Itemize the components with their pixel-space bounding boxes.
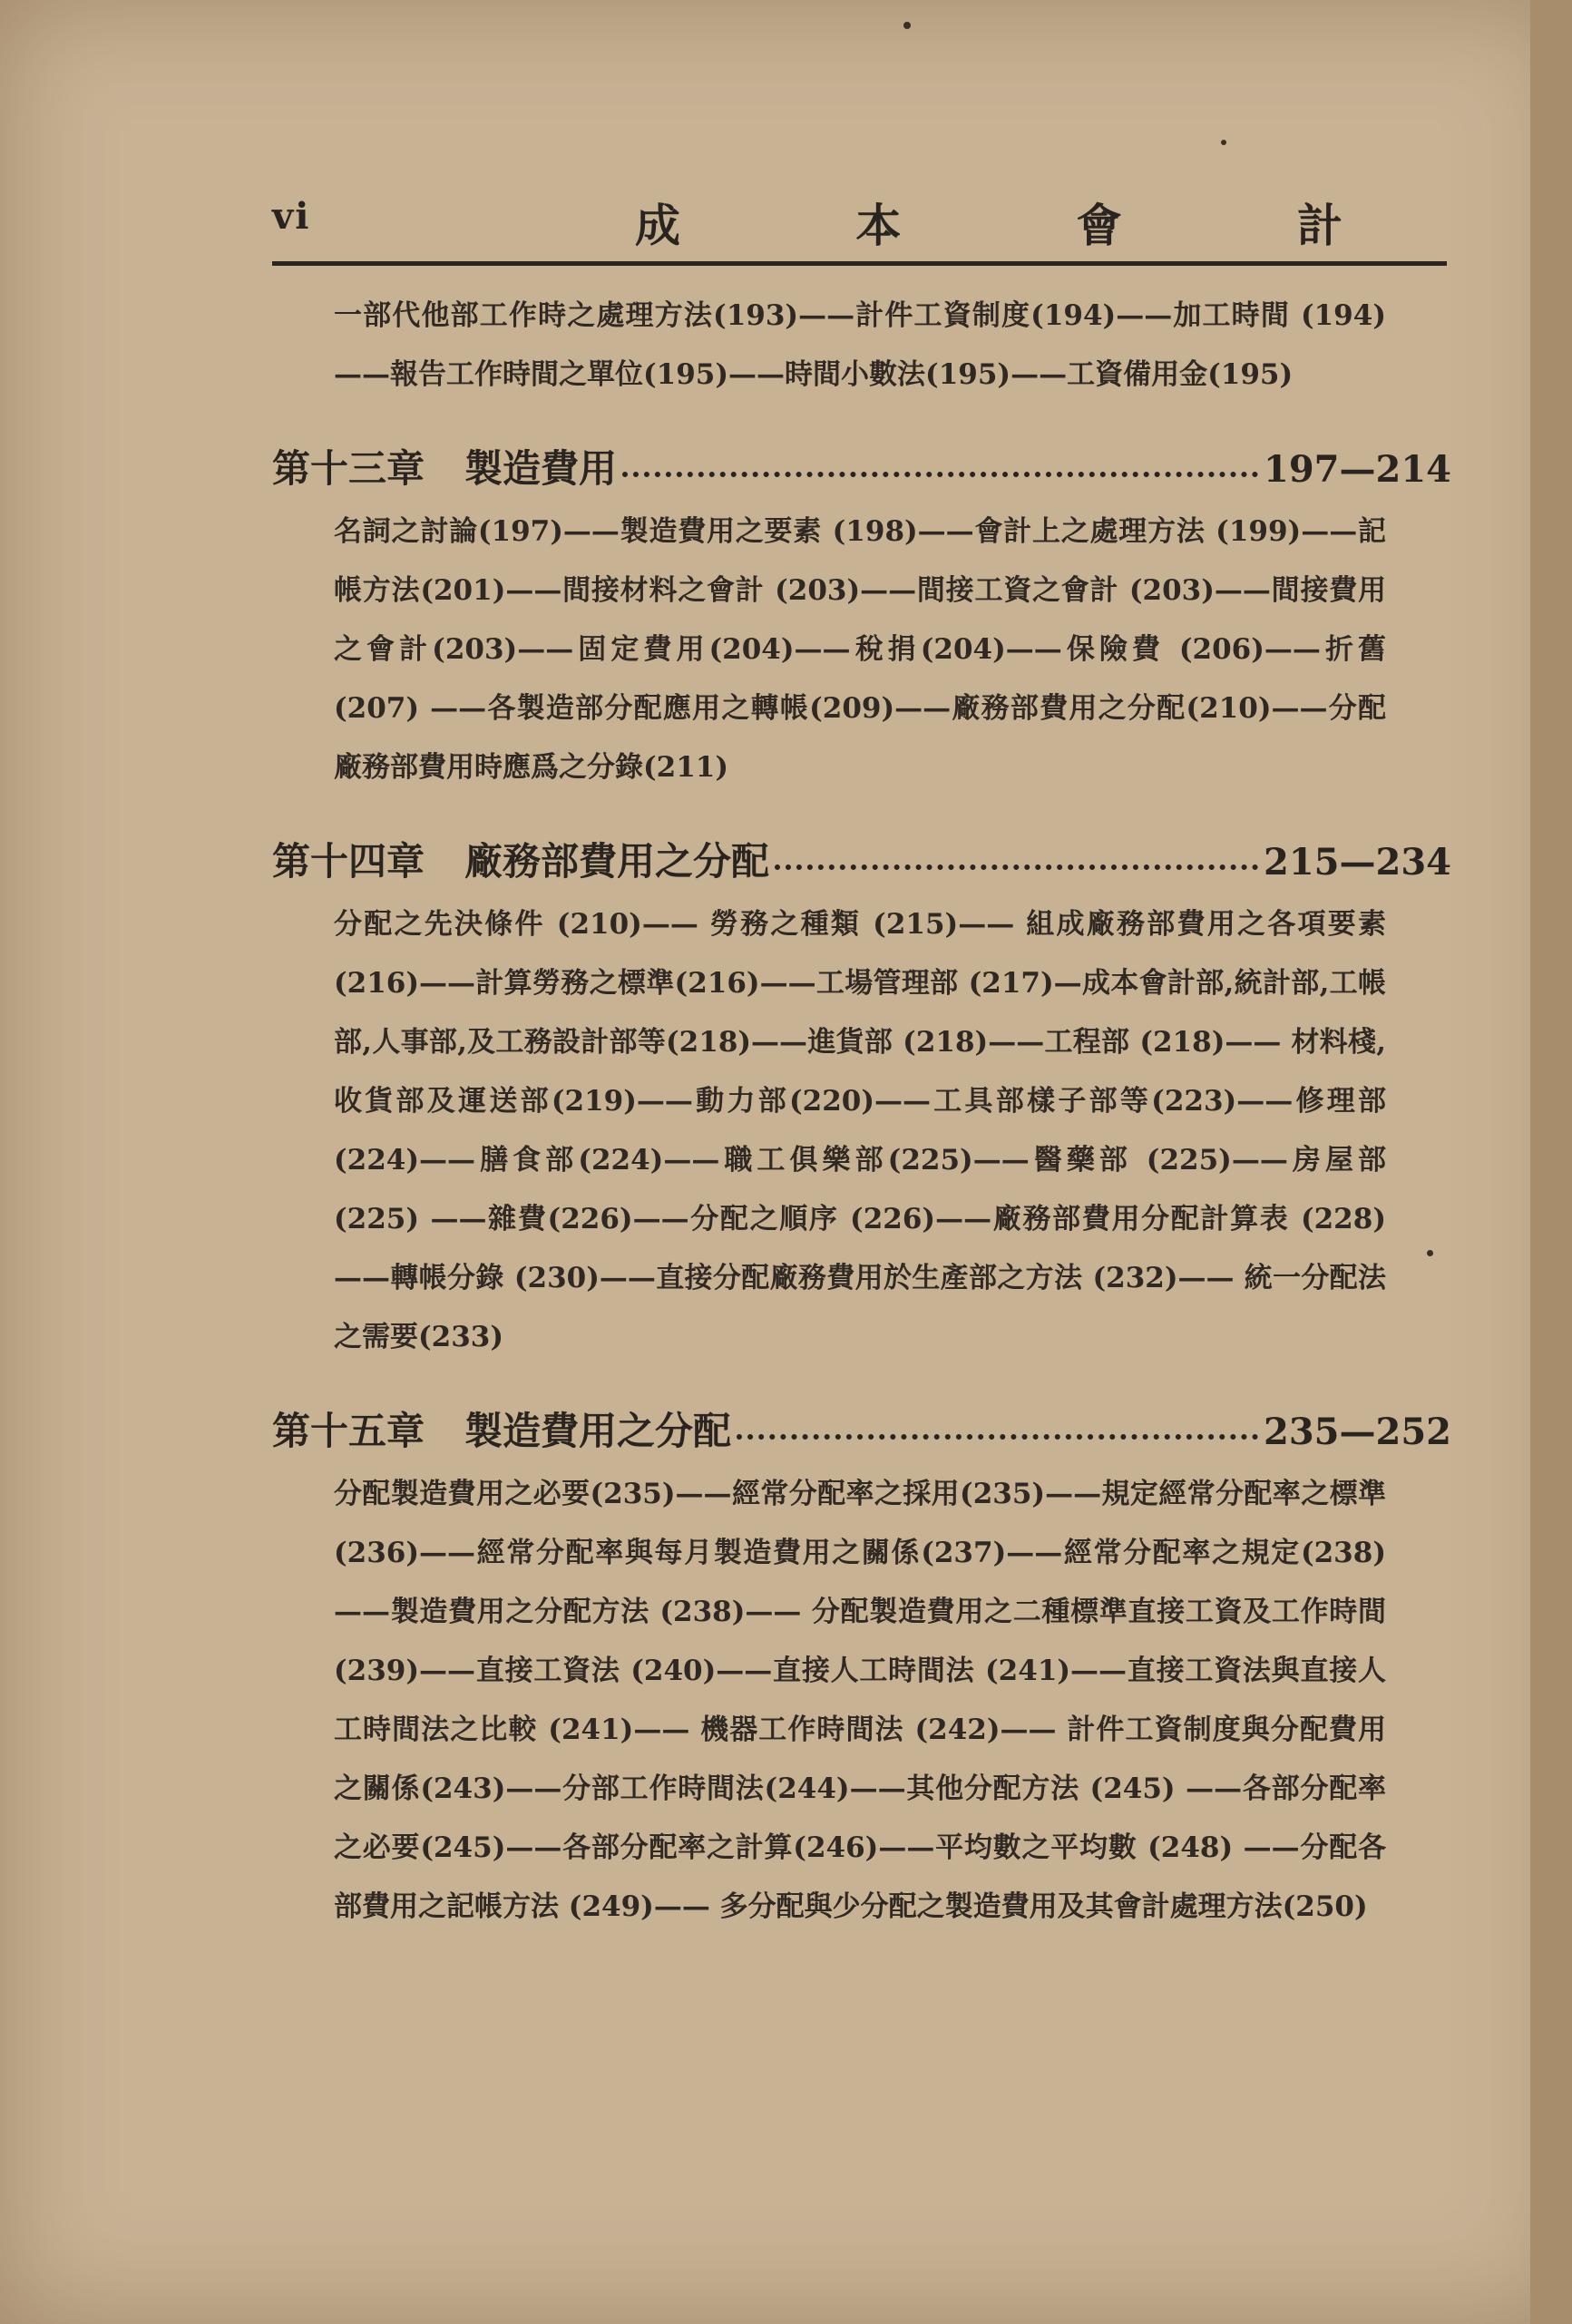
book-title-char: 計 bbox=[1296, 199, 1343, 252]
section-entries: 分配之先決條件 (210)—— 勞務之種類 (215)—— 組成廠務部費用之各項要素(216)——計算勞務之標準(216)——工場管理部 (217)—成本會計部,統計部,工帳部,人事部,及工務設計部等(218)——進貨部 (218)——工程部 (218)—— 材料棧,收貨部及運送部(219)——動力部(220)——工具部樣子部等(223)——修理部(224)——膳食部(224)——職工俱樂部(225)——醫藥部 (225)——房屋部 (225) ——雜費(226)——分配之順序 (226)——廠務部費用分配計算表 (228)——轉帳分錄 (230)——直接分配廠務費用於生產部之方法 (232)—— 統一分配法之需要(233) bbox=[334, 908, 1386, 1353]
chapter-page-range: 235—252 bbox=[1264, 1411, 1451, 1453]
chapter-number: 第十五章 bbox=[272, 1409, 425, 1453]
chapter-page-range: 197—214 bbox=[1264, 448, 1451, 491]
chapter-page-range: 215—234 bbox=[1264, 841, 1451, 884]
chapter-title: 製造費用 bbox=[464, 446, 618, 491]
chapter-number: 第十三章 bbox=[272, 446, 425, 491]
book-title bbox=[635, 190, 1343, 255]
chapter-14 bbox=[272, 828, 1451, 1367]
running-header bbox=[272, 186, 1447, 259]
chapter-number: 第十四章 bbox=[272, 839, 425, 884]
chapter-13 bbox=[272, 435, 1451, 797]
dot-leader bbox=[622, 472, 1258, 477]
table-of-contents bbox=[272, 281, 1451, 1937]
header-rule bbox=[272, 261, 1447, 266]
dot-leader bbox=[775, 864, 1258, 870]
book-title-char: 本 bbox=[855, 199, 902, 252]
chapter-title: 製造費用之分配 bbox=[464, 1409, 732, 1453]
chapter-15 bbox=[272, 1398, 1451, 1937]
book-title-char: 成 bbox=[635, 199, 680, 252]
chapter-heading[interactable] bbox=[272, 828, 1451, 895]
chapter-title: 廠務部費用之分配 bbox=[464, 839, 770, 884]
page-edge bbox=[1530, 0, 1572, 2324]
ink-speck bbox=[1427, 1250, 1433, 1256]
continued-entries: 一部代他部工作時之處理方法(193)——計件工資制度(194)——加工時間 (194) ——報告工作時間之單位(195)——時間小數法(195)——工資備用金(195) bbox=[334, 299, 1386, 391]
dot-leader bbox=[737, 1434, 1258, 1440]
chapter-heading[interactable] bbox=[272, 1398, 1451, 1465]
book-title-char: 會 bbox=[1076, 199, 1122, 252]
page-number: vi bbox=[272, 195, 311, 238]
section-entries: 名詞之討論(197)——製造費用之要素 (198)——會計上之處理方法 (199)——記帳方法(201)——間接材料之會計 (203)——間接工資之會計 (203)——間接費用之會計(203)——固定費用(204)——稅捐(204)——保險費 (206)——折舊 (207) ——各製造部分配應用之轉帳(209)——廠務部費用之分配(210)——分配廠務部費用時應爲之分錄(211) bbox=[334, 515, 1386, 784]
ink-speck bbox=[1221, 140, 1226, 145]
chapter-heading[interactable] bbox=[272, 435, 1451, 503]
section-entries: 分配製造費用之必要(235)——經常分配率之採用(235)——規定經常分配率之標準(236)——經常分配率與每月製造費用之關係(237)——經常分配率之規定(238) ——製造費用之分配方法 (238)—— 分配製造費用之二種標準直接工資及工作時間(239)——直接工資法 (240)——直接人工時間法 (241)——直接工資法與直接人工時間法之比較 (241)—— 機器工作時間法 (242)—— 計件工資制度與分配費用之關係(243)——分部工作時間法(244)——其他分配方法 (245) ——各部分配率之必要(245)——各部分配率之計算(246)——平均數之平均數 (248) ——分配各部費用之記帳方法 (249)—— 多分配與少分配之製造費用及其會計處理方法(250) bbox=[334, 1478, 1386, 1923]
ink-speck bbox=[903, 22, 911, 29]
